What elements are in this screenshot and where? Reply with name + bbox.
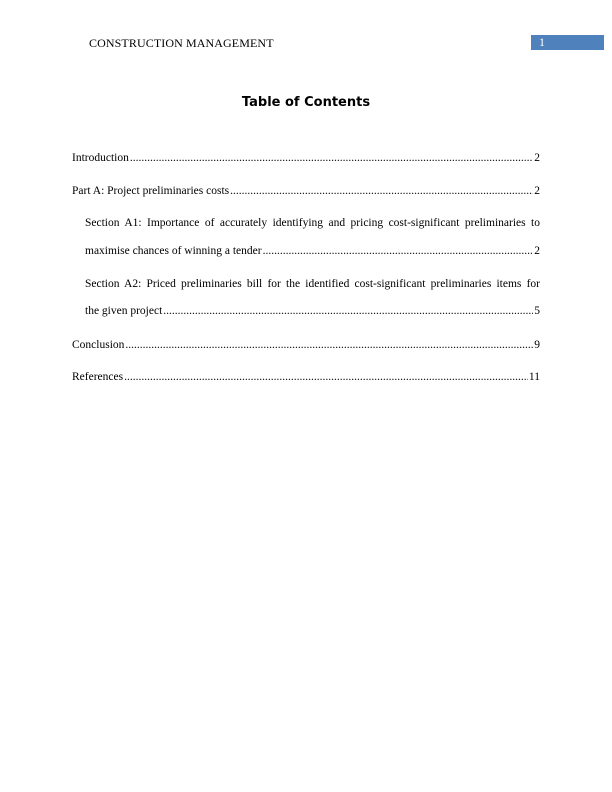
toc-entry-text: the given project <box>85 305 163 317</box>
toc-entry-page: 9 <box>534 339 540 351</box>
toc-entry-text: References <box>72 371 124 383</box>
toc-entry-section-a2[interactable] <box>85 297 540 325</box>
page-number: 1 <box>539 35 545 49</box>
toc-entry-page: 2 <box>534 245 540 257</box>
toc-entry-part-a[interactable] <box>72 177 540 205</box>
toc-entry-text: Conclusion <box>72 339 125 351</box>
toc-entry-page: 11 <box>528 371 540 383</box>
toc-heading: Table of Contents <box>241 95 371 110</box>
toc-dot-leader <box>124 363 528 391</box>
toc-entry-conclusion[interactable] <box>72 331 540 359</box>
toc-dot-leader <box>263 237 534 265</box>
toc-entry-section-a1-line1[interactable]: Section A1: Importance of accurately identifying and pricing cost-significant preliminaries to <box>85 217 540 229</box>
toc-entry-text: maximise chances of winning a tender <box>85 245 262 257</box>
toc-entry-references[interactable] <box>72 363 540 391</box>
toc-entry-page: 2 <box>534 185 540 197</box>
toc-entry-page: 5 <box>534 305 540 317</box>
toc-entry-section-a2-line1[interactable]: Section A2: Priced preliminaries bill for the identified cost-significant preliminaries items for <box>85 278 540 290</box>
toc-entry-text: Part A: Project preliminaries costs <box>72 185 230 197</box>
toc-dot-leader <box>125 331 533 359</box>
toc-entry-introduction[interactable] <box>72 144 540 172</box>
toc-entry-page: 2 <box>534 152 540 164</box>
toc-dot-leader <box>130 144 533 172</box>
toc-dot-leader <box>163 297 533 325</box>
toc-entry-text: Introduction <box>72 152 129 164</box>
toc-dot-leader <box>230 177 533 205</box>
header-title: CONSTRUCTION MANAGEMENT <box>89 36 274 50</box>
toc-entry-section-a1[interactable] <box>85 237 540 265</box>
page-number-box <box>531 35 604 50</box>
